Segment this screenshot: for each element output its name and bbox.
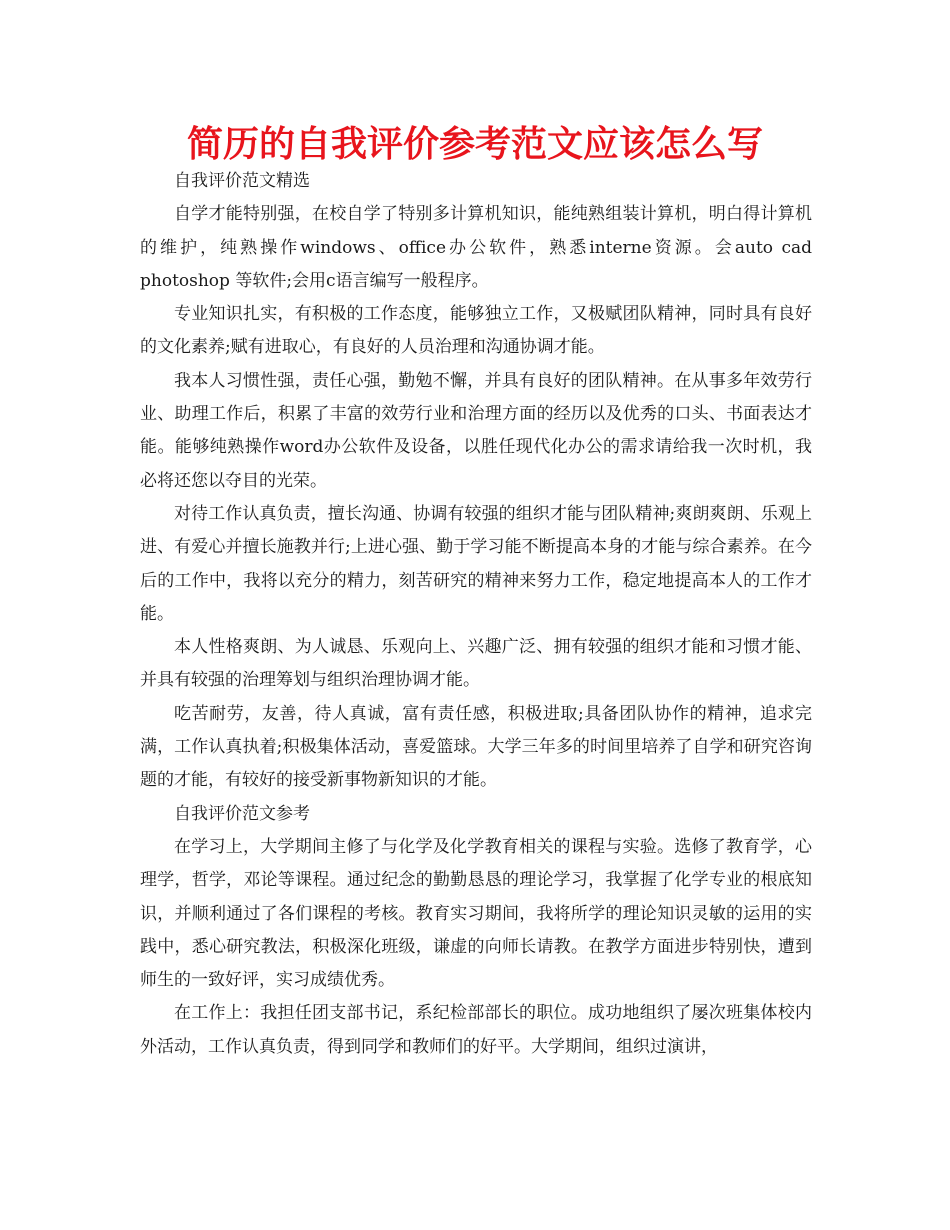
body-paragraph: 在工作上：我担任团支部书记，系纪检部部长的职位。成功地组织了屡次班集体校内外活动，工作认真负责，得到同学和教师们的好平。大学期间，组织过演讲，	[140, 1003, 812, 1057]
document-body	[140, 165, 812, 1064]
body-paragraph: 我本人习惯性强，责任心强，勤勉不懈，并具有良好的团队精神。在从事多年效劳行业、助理工作后，积累了丰富的效劳行业和治理方面的经历以及优秀的口头、书面表达才能。能够纯熟操作word办公软件及设备，以胜任现代化办公的需求请给我一次时机，我必将还您以夺目的光荣。	[140, 370, 812, 491]
body-paragraph: 吃苦耐劳，友善，待人真诚，富有责任感，积极进取;具备团队协作的精神，追求完满，工作认真执着;积极集体活动，喜爱篮球。大学三年多的时间里培养了自学和研究咨询题的才能，有较好的接受新事物新知识的才能。	[140, 703, 812, 791]
body-paragraph: 对待工作认真负责，擅长沟通、协调有较强的组织才能与团队精神;爽朗爽朗、乐观上进、有爱心并擅长施教并行;上进心强、勤于学习能不断提高本身的才能与综合素养。在今后的工作中，我将以充分的精力，刻苦研究的精神来努力工作，稳定地提高本人的工作才能。	[140, 503, 812, 624]
document-title: 简历的自我评价参考范文应该怎么写	[186, 124, 763, 165]
section-heading-reference: 自我评价范文参考	[174, 803, 310, 824]
body-paragraph: 在学习上，大学期间主修了与化学及化学教育相关的课程与实验。选修了教育学，心理学，哲学，邓论等课程。通过纪念的勤勤恳恳的理论学习，我掌握了化学专业的根底知识，并顺利通过了各们课程的考核。教育实习期间，我将所学的理论知识灵敏的运用的实践中，悉心研究教法，积极深化班级，谦虚的向师长请教。在教学方面进步特别快，遭到师生的一致好评，实习成绩优秀。	[140, 836, 812, 991]
body-paragraph: 专业知识扎实，有积极的工作态度，能够独立工作，又极赋团队精神，同时具有良好的文化素养;赋有进取心，有良好的人员治理和沟通协调才能。	[140, 304, 812, 358]
section-heading-selected: 自我评价范文精选	[174, 171, 310, 191]
body-paragraph: 本人性格爽朗、为人诚恳、乐观向上、兴趣广泛、拥有较强的组织才能和习惯才能、并具有较强的治理筹划与组织治理协调才能。	[140, 637, 812, 691]
body-paragraph: 自学才能特别强，在校自学了特别多计算机知识，能纯熟组装计算机，明白得计算机的维护，纯熟操作windows、office办公软件，熟悉interne资源。会auto cad photoshop 等软件;会用c语言编写一般程序。	[140, 204, 812, 291]
